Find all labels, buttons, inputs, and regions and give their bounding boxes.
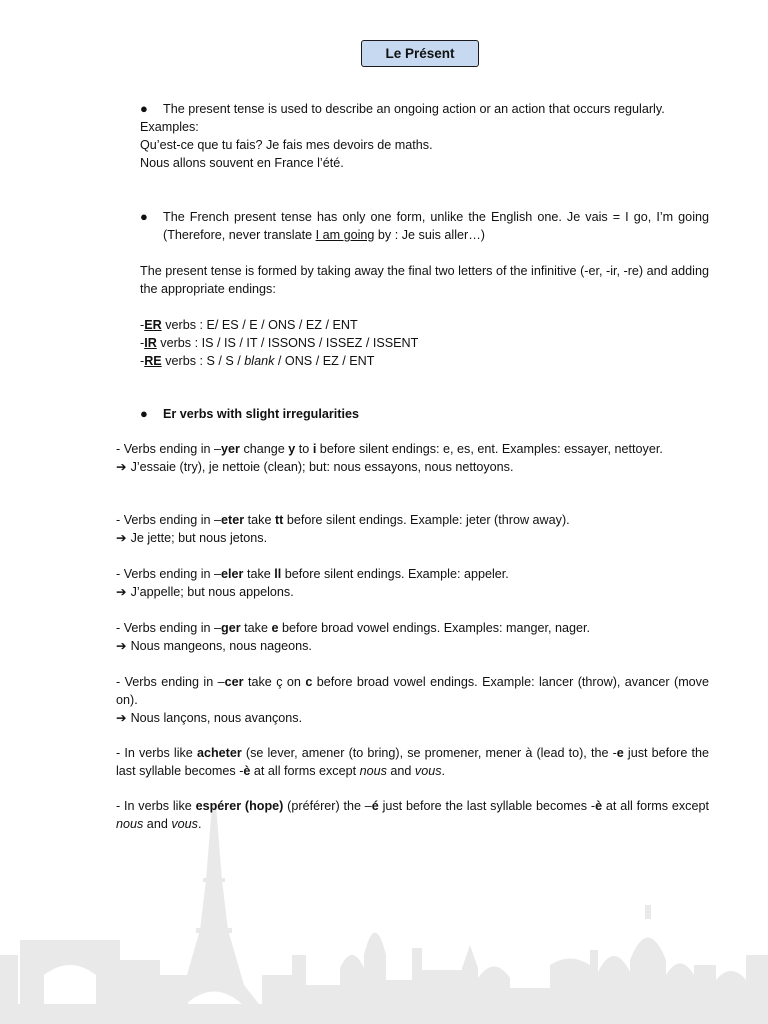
bullet-one-form: [116, 208, 709, 244]
rule-example: [116, 637, 709, 655]
dash: -: [140, 336, 145, 350]
text-run: before silent endings: e, es, ent. Examples: essayer, nettoyer.: [316, 442, 663, 456]
text-run: - In verbs like: [116, 746, 197, 760]
text-run: ger: [221, 621, 241, 635]
endings-er: [140, 316, 709, 334]
rule-example: [116, 529, 709, 547]
rule-eter: [116, 511, 709, 547]
text-run: tt: [274, 513, 284, 527]
text-run: e: [271, 621, 279, 635]
rule-esperer: [116, 797, 709, 833]
endings-text: verbs : E/ ES / E / ONS / EZ / ENT: [161, 318, 358, 332]
section-heading: Er verbs with slight irregularities: [163, 407, 359, 421]
bullet-irregularities: [116, 405, 709, 423]
bullet-text: The French present tense has only one form, unlike the English one. Je vais = I go, I’m going (Therefore, never translate: [163, 210, 709, 242]
rule-text: [116, 565, 709, 583]
bullet-text: by : Je suis aller…): [374, 228, 485, 242]
example-sentence: Nous allons souvent en France l’été.: [140, 156, 344, 170]
text-run: acheter: [196, 746, 242, 760]
bullet-text: The present tense is used to describe an ongoing action or an action that occurs regularly.: [163, 102, 665, 116]
right-arrow-icon: ➔: [116, 639, 127, 653]
text-run: nous: [359, 764, 387, 778]
rule-ger: [116, 619, 709, 655]
text-run: to: [295, 442, 313, 456]
text-run: - Verbs ending in –: [116, 621, 222, 635]
text-run: y: [288, 442, 296, 456]
example-sentence: Qu’est-ce que tu fais? Je fais mes devoirs de maths.: [140, 138, 433, 152]
verb-group-er: ER: [144, 318, 162, 332]
text-run: eler: [221, 567, 244, 581]
bullet-dot-icon: ●: [140, 406, 148, 421]
text-run: just before the last syllable becomes -: [116, 746, 710, 778]
text-run: J’appelle; but nous appelons.: [130, 585, 294, 599]
text-run: at all forms except: [250, 764, 360, 778]
text-run: before broad vowel endings. Example: lancer (throw), avancer (move on).: [116, 675, 709, 707]
text-run: .: [441, 764, 446, 778]
text-run: e: [616, 746, 624, 760]
right-arrow-icon: ➔: [116, 531, 127, 545]
endings-text: verbs : S / S /: [161, 354, 245, 368]
text-run: è: [595, 799, 603, 813]
page-title: Le Présent: [361, 40, 479, 67]
text-run: - In verbs like: [116, 799, 196, 813]
blank-ending: blank: [244, 354, 275, 368]
text-run: - Verbs ending in –: [116, 567, 222, 581]
text-run: c: [305, 675, 313, 689]
text-run: at all forms except: [602, 799, 709, 813]
rule-eler: [116, 565, 709, 601]
text-run: before silent endings. Example: jeter (throw away).: [283, 513, 570, 527]
bullet-dot-icon: ●: [140, 101, 148, 116]
text-run: (se lever, amener (to bring), se promener, mener à (lead to), the -: [241, 746, 617, 760]
rule-text: [116, 511, 709, 529]
text-run: yer: [221, 442, 240, 456]
text-run: espérer (hope): [195, 799, 284, 813]
verb-group-ir: IR: [144, 336, 157, 350]
text-run: before broad vowel endings. Examples: manger, nager.: [278, 621, 591, 635]
text-run: vous: [171, 817, 198, 831]
text-run: Nous lançons, nous avançons.: [130, 711, 303, 725]
text-run: .: [197, 817, 202, 831]
right-arrow-icon: ➔: [116, 585, 127, 599]
formation-paragraph: The present tense is formed by taking away the final two letters of the infinitive (-er, -ir, -re) and adding the appropriate endings:: [140, 264, 709, 296]
verb-group-re: RE: [144, 354, 162, 368]
text-run: vous: [414, 764, 442, 778]
rule-text: [116, 440, 709, 458]
text-run: eter: [221, 513, 245, 527]
rule-example: [116, 583, 709, 601]
rule-yer: [116, 440, 709, 476]
bullet-dot-icon: ●: [140, 209, 148, 224]
rule-example: [116, 709, 709, 727]
text-run: é: [371, 799, 379, 813]
bullet-item: [116, 405, 709, 423]
endings-text: / ONS / EZ / ENT: [274, 354, 375, 368]
text-run: (préférer) the –: [283, 799, 372, 813]
text-run: take: [243, 567, 275, 581]
text-run: and: [143, 817, 172, 831]
text-run: take: [240, 621, 272, 635]
text-run: take ç on: [243, 675, 306, 689]
right-arrow-icon: ➔: [116, 711, 127, 725]
endings-re: [140, 352, 709, 370]
text-run: - Verbs ending in –: [116, 442, 222, 456]
text-run: è: [243, 764, 251, 778]
text-run: nous: [116, 817, 144, 831]
text-run: - Verbs ending in –: [116, 513, 222, 527]
endings-list: [140, 316, 709, 370]
bullet-item: [116, 208, 709, 244]
dash: -: [140, 354, 145, 368]
text-run: and: [386, 764, 415, 778]
rule-acheter: [116, 744, 709, 780]
text-run: i: [312, 442, 317, 456]
rule-text: [116, 619, 709, 637]
text-run: Je jette; but nous jetons.: [130, 531, 268, 545]
text-run: take: [244, 513, 275, 527]
text-run: - Verbs ending in –: [116, 675, 225, 689]
text-run: ll: [274, 567, 282, 581]
dash: -: [140, 318, 145, 332]
endings-text: verbs : IS / IS / IT / ISSONS / ISSEZ / ISSENT: [156, 336, 419, 350]
examples-label: Examples:: [140, 120, 199, 134]
right-arrow-icon: ➔: [116, 460, 127, 474]
rule-cer: [116, 673, 709, 727]
bullet-item: [116, 100, 709, 118]
endings-ir: [140, 334, 709, 352]
bullet-present-tense-usage: [116, 100, 709, 172]
text-run: J’essaie (try), je nettoie (clean); but: nous essayons, nous nettoyons.: [130, 460, 514, 474]
text-run: cer: [224, 675, 244, 689]
text-run: just before the last syllable becomes -: [378, 799, 596, 813]
text-run: change: [239, 442, 289, 456]
rule-text: [116, 673, 709, 709]
text-run: Nous mangeons, nous nageons.: [130, 639, 312, 653]
text-run: before silent endings. Example: appeler.: [281, 567, 509, 581]
rule-example: [116, 458, 709, 476]
underlined-phrase: I am going: [315, 228, 375, 242]
